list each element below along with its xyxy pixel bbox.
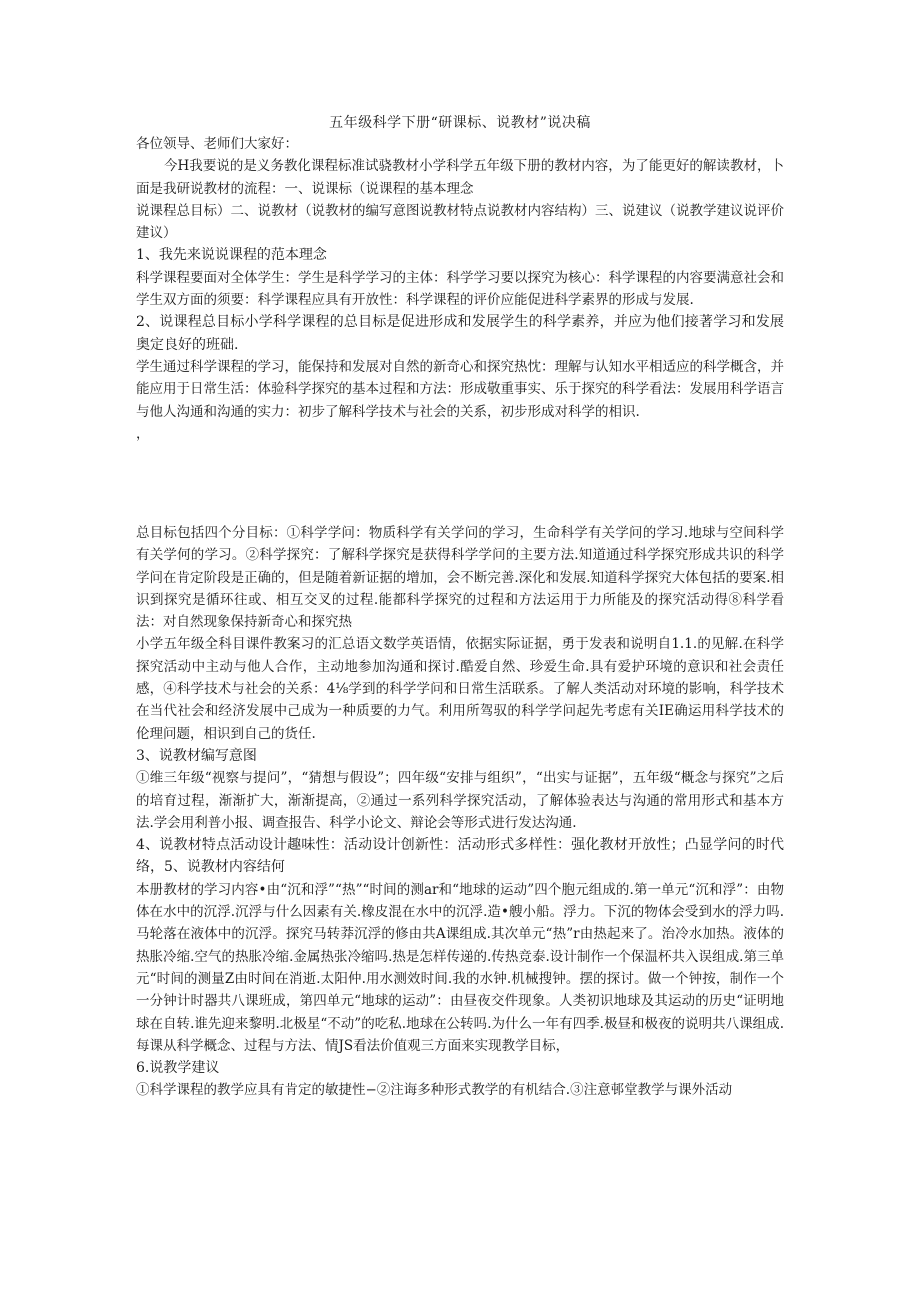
paragraph-sub-goals-cont: 小学五年级全科目课件教案习的汇总语文数学英语情，依据实际证据，勇于发表和说明自1.1.的见解.在科学探究活动中主动与他人合作，主动地参加沟通和探讨.酷爱自然、珍爱生命.具有爱护环境的意识和社会责任感，④科学技术与社会的关系：4⅛学到的科学学问和日常生活联系。了解人类活动对环境的影响，科学技术在当代社会和经济发展中己成为一种质要的力气。利用所驾驭的科学学问起先考虑有关IE确运用科学技术的伦理问题，相识到自己的货任. (136, 636, 784, 742)
stray-mark: ， (136, 425, 150, 442)
paragraph-student-goals: 学生通过科学课程的学习，能保持和发展对自然的新奇心和探究热忱：理解与认知水平相适应的科学概含，并能应用于日常生活：体验科学探究的基本过程和方法：形成敬重事实、乐于探究的科学看法：发展用科学语言与他人沟通和沟通的实力：初步了解科学技术与社会的关系，初步形成对科学的相识. (136, 358, 784, 420)
paragraph-sub-goals: 总目标包括四个分目标：①科学学问：物质科学有关学问的学习，生命科学有关学问的学习.地球与空间科学有关学何的学习。②科学探究：了解科学探究是获得科学学问的主要方法.知道通过科学探究形成共识的科学学问在肯定阶段是正确的，但是随着新证据的增加，会不断完善.深化和发展.知道科学探究大体包括的要案.相识到探究是循环往或、相互交叉的过程.能都科学探究的过程和方法运用于力所能及的探究活动得⑧科学看法：对自然现象保持新奇心和探究热 (136, 525, 784, 631)
paragraph-concepts: 科学课程要面对全体学生：学生是科学学习的主体：科学学习要以探究为核心：科学课程的内容要满意社会和学生双方面的须要：科学课程应具有开放性：科学课程的评价应能促进科学素界的形成与发展. (136, 269, 784, 309)
document-body-bottom (136, 522, 784, 1102)
section-heading-6: 6.说教学建议 (136, 1060, 220, 1077)
paragraph-design-intent: ①维三年级“视察与提问”，“猜想与假设”；四年级“安排与组织”，“出实与证据”，五年级“概念与探究”之后的培育过程，渐渐扩大，渐渐提高，②通过一系列科学探究活动，了解体验表达与沟通的常用形式和基本方法.学会用利普小报、调查报告、科学小论文、辩论会等形式进行发达沟通. (136, 770, 784, 831)
section-heading-3: 3、说教材编写意图 (136, 747, 257, 764)
document-title: 五年级科学下册“研课标、说教材”说决稿 (329, 115, 591, 131)
paragraph-teaching-suggestions: ①科学课程的教学应具有肯定的敏捷性−②注诲多种形式教学的有机结合.③注意邨堂教学与课外活动 (136, 1082, 733, 1099)
section-features-paragraph: 4、说教材特点活动设计趣味性：活动设计创新性：活动形式多样性：强化教材开放性；凸显学问的时代络，5、说教材内容结何 (136, 837, 784, 876)
section-goal-paragraph: 2、说课程总目标小学科学课程的总目标是促进形成和发展学生的科学素养，并应为他们接著学习和发展奥定良好的班础. (136, 314, 784, 353)
intro-paragraph: 今H我要说的是义务教化课程标准试骁教材小学科学五年级下册的教材内容，为了能更好的解读教材，卜面是我研说教材的流程：一、说课标（说课程的基本理念 (136, 158, 784, 197)
intro-continuation: 说课程总目标）二、说教材（说教材的编写意图说教材特点说教材内容结构）三、说建议（说教学建议说评价建议） (136, 202, 784, 242)
section-heading-1: 1、我先来说说课程的范本理念 (136, 247, 327, 264)
greeting: 各位领导、老师们大家好： (136, 136, 298, 152)
document-body-top (136, 133, 784, 445)
paragraph-content-structure: 本册教材的学习内容•由“沉和浮”“热”“时间的测ar和“地球的运动”四个胞元组成的.第一单元“沉和浮”：由物体在水中的沉浮.沉浮与什么因素有关.橡皮混在水中的沉浮.造•艘小船。浮力。下沉的物体会受到水的浮力吗.马轮落在液体中的沉浮。探究马转莽沉浮的修由共A课组成.其次单元“热”r由热起来了。治冷水加热。液体的热胀冷缩.空气的热胀冷缩.金属热张冷缩吗.热是怎样传递的.传热竞泰.设计制作一个保温杯共入误组成.第三单元“时间的测量Z由时间在消逝.太阳仲.用水测效时间.我的水钟.机械搜钟。摆的探讨。做一个钟按，制作一个一分钟计时器共八课班成，第四单元“地球的运动”：由昼夜交件现象。人类初识地球及其运动的历史“证明地球在自转.谁先迎来黎明.北极星“不动”的吃私.地球在公转吗.为什么一年有四季.极昼和极夜的说明共八课组成.每课从科学概念、过程与方法、情JS看法价值观三方面来实现教学目标， (136, 881, 784, 1054)
